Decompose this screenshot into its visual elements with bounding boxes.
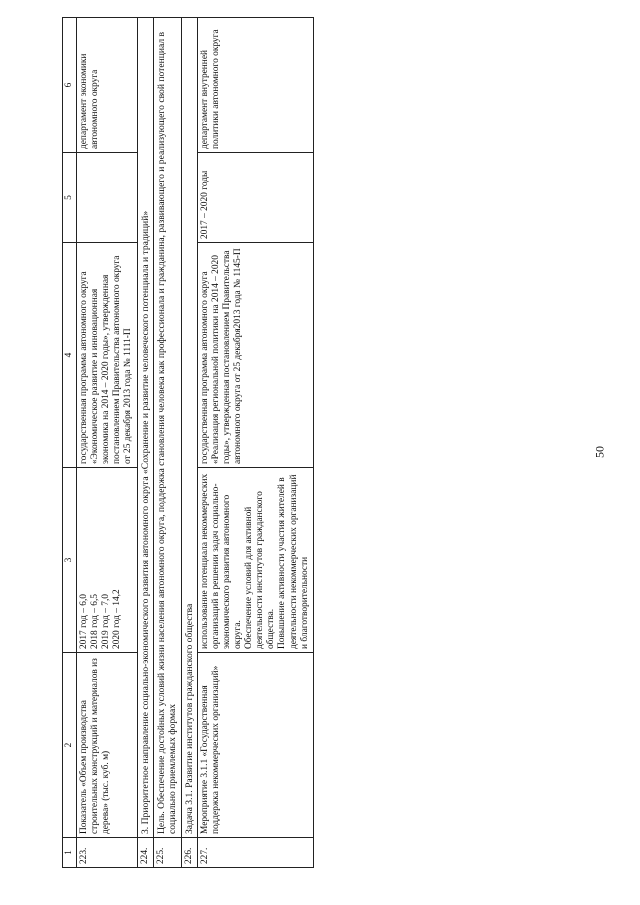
row-responsible: департамент внутренней политики автономного округа: [197, 18, 313, 153]
table-row: [77, 18, 137, 868]
row-program: государственная программа автономного округа «Экономическое развитие и инновационная экономика на 2014 – 2020 годы», утвержденная постановлением Правительства автономного округа от 25 декабря 2013 года № 1111-П: [77, 243, 137, 468]
row-values: 2017 год – 6,0 2018 год – 6,5 2019 год – 7,0 2020 год – 14,2: [77, 468, 137, 653]
table-row: [153, 18, 181, 868]
col-header-4: 4: [63, 243, 77, 468]
col-header-5: 5: [63, 153, 77, 243]
header-row: [63, 18, 77, 868]
rotated-table-container: [62, 18, 577, 868]
row-indicator: Показатель «Объем производства строительных конструкций и материалов из дерева» (тыс. куб. м): [77, 653, 137, 838]
table-row: [137, 18, 153, 868]
col-header-6: 6: [63, 18, 77, 153]
row-responsible: департамент экономики автономного округа: [77, 18, 137, 153]
row-measure: Мероприятие 3.1.1 «Государственная поддержка некоммерческих организаций»: [197, 653, 313, 838]
row-number: 223.: [77, 838, 137, 868]
measures-table: [62, 17, 314, 868]
col-header-1: 1: [63, 838, 77, 868]
row-number: 225.: [153, 838, 181, 868]
col-header-3: 3: [63, 468, 77, 653]
row-period: 2017 – 2020 годы: [197, 153, 313, 243]
page-number: 50: [592, 446, 607, 458]
row-description: использование потенциала некоммерческих организаций в решении задач социально-экономического развития автономного округа. Обеспечение условий для активной деятельности институтов гражданского общества. Повышение активности участия жителей в деятельности некоммерческих организаций и благотворительности: [197, 468, 313, 653]
goal-text: Цель. Обеспечение достойных условий жизни населения автономного округа, поддержка становления человека как профессионала и гражданина, развивающего и реализующего свой потенциал в социально приемлемых формах: [153, 18, 181, 838]
table-row: [197, 18, 313, 868]
col-header-2: 2: [63, 653, 77, 838]
row-number: 227.: [197, 838, 313, 868]
task-text: Задача 3.1. Развитие институтов гражданского общества: [181, 18, 197, 838]
row-period: [77, 153, 137, 243]
row-program: государственная программа автономного округа «Реализация региональной политики на 2014 – 2020 годы», утвержденная постановлением Правительства автономного округа от 25 декабря2013 года № 1145-П: [197, 243, 313, 468]
row-number: 224.: [137, 838, 153, 868]
table-row: [181, 18, 197, 868]
row-number: 226.: [181, 838, 197, 868]
section-heading: 3. Приоритетное направление социально-экономического развития автономного округа «Сохранение и развитие человеческого потенциала и традиций»: [137, 18, 153, 838]
